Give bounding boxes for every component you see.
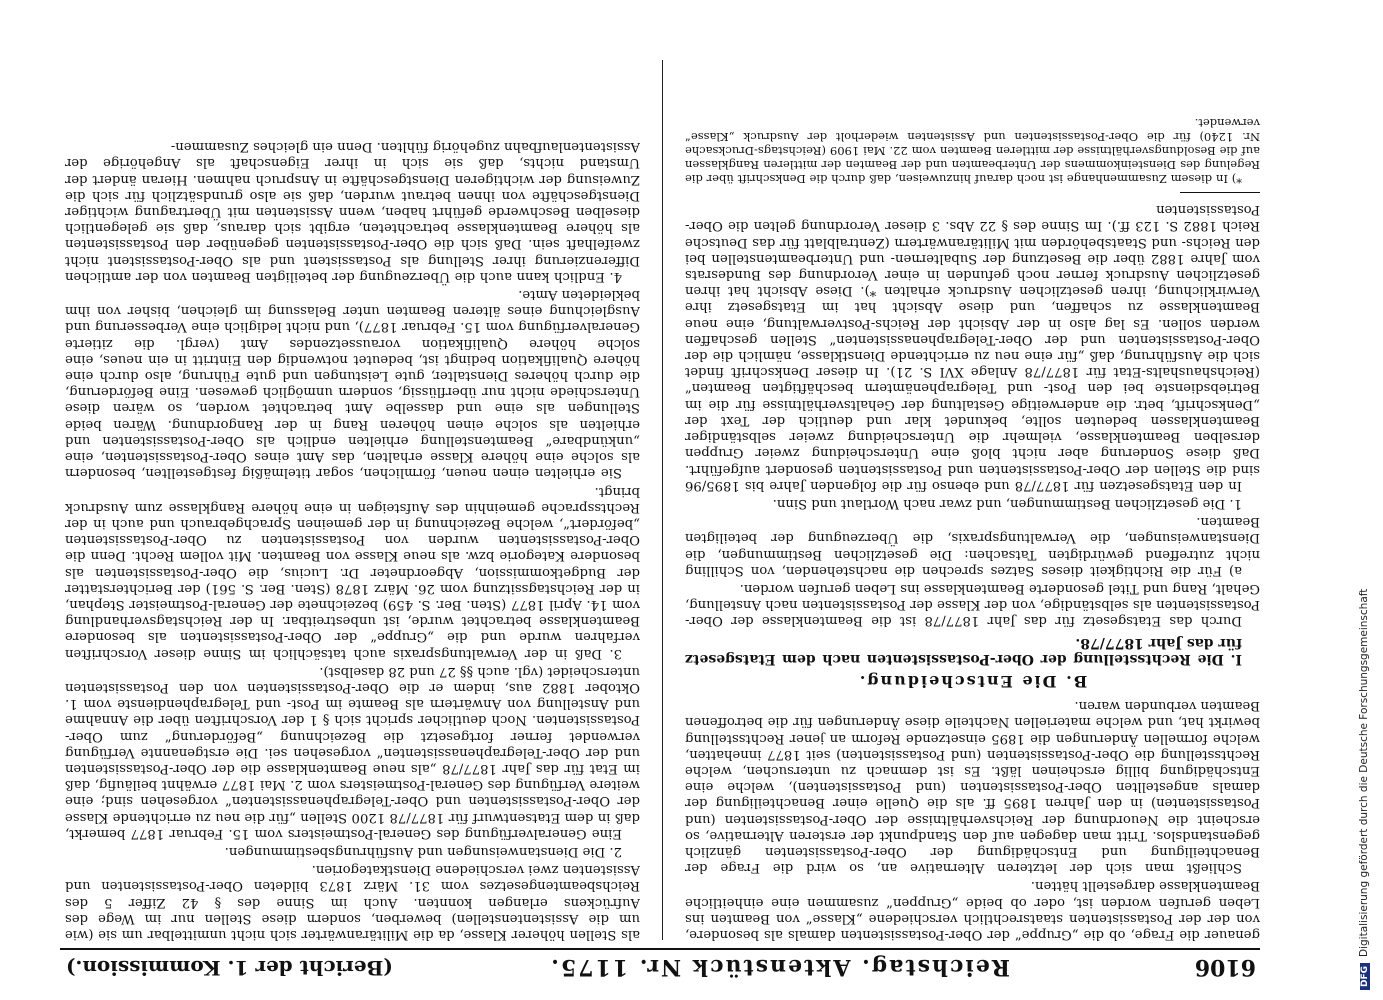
digitization-credit [1358,589,1370,990]
credit-text: Digitalisierung gefördert durch die Deutsche Forschungsgemeinschaft [1358,588,1370,957]
paragraph: 2. Die Dienstanweisungen und Ausführungsbestimmungen. [224,843,622,859]
paragraph: 4. Endlich kann auch die Überzeugung der beteiligten Beamten von der amtlichen Differenzierung ihrer Stellung als Postassistent und als Ober-Postassistent nicht zweifelhaft sein. Daß sich die Ober-Postassistenten gegenüber den Postassistenten als höhere Beamtenklasse betrachteten, ergibt sich daraus, daß sie gelegentlich dieselben Beschwerde geführt haben, wenn Assistenten mit Übertragung wichtiger Dienstgeschäfte von ihnen betraut wurden, daß sie also grundsätzlich für sich die Zuweisung der wichtigeren Dienstgeschäfte in Anspruch nahmen. Hieran ändert der Umstand nichts, daß sie sich in ihrer Eigenschaft als Angehörige der Assistentenlaufbahn zugehörig fühlten. Denn ein gleiches Zusammen- [65,139,640,284]
footnote-rule [1180,192,1260,193]
paragraph: genauer die Frage, ob die „Gruppe“ der Ober-Postassistenten damals als besondere, von der der Postassistenten staatsrechtlich verschiedene „Klasse“ von Beamten ins Leben gerufen worden ist, oder ob beide „Gruppen“ zusammen eine einheitliche Beamtenklasse dargestellt hätten. [685,878,1260,942]
paragraph: Schließt man sich der letzteren Alternative an, so wird die Frage der Benachteiligung und Entschädigung der Ober-Postassistenten gänzlich gegenstandslos. Tritt man dagegen auf den Standpunkt der ersteren Alternative, so erscheint die Neuordnung der Reichsverhältnisse der Ober-Postassistenten (und Postassistenten) in den Jahren 1895 ff. als die Quelle einer Benachteiligung der damals angestellten Ober-Postassistenten (und Postassistenten), welche eine Entschädigung billig erscheinen läßt. Es ist demnach zu untersuchen, welche Rechtsstellung die Ober-Postassistenten (und Postassistenten) seit 1877 innehatten, welche formellen Änderungen die 1895 einsetzende Reform an jener Rechtsstellung bewirkt hat, und welche materiellen Nachteile diese Änderungen für die betroffenen Beamten verbunden waren. [685,698,1260,876]
paragraph: a) Für die Richtigkeit dieses Satzes sprechen die nachstehenden, von Schilling nicht zutreffend gewürdigten Tatsachen: Die gesetzlichen Bestimmungen, die Dienstanweisungen, die Verwaltungspraxis, die Überzeugung der beteiligten Beamten. [685,514,1260,578]
running-title: Reichstag. Aktenstück Nr. 1175. [549,954,1010,980]
footnote: *) In diesem Zusammenhange ist noch darauf hinzuweisen, daß durch die Denkschrift über die Regelung des Diensteinkommens der Unterbeamten und der Beamten der mittleren Rangklassen auf die Besoldungsverhältnisse der mittleren Beamten vom 22. Mai 1909 (Reichstags-Drucksache Nr. 1240) für die Ober-Postassistenten und Assistenten wiederholt der Ausdruck „Klasse“ verwendet. [685,116,1260,187]
page-number: 6106 [1194,954,1256,980]
paragraph: als Stellen höherer Klasse, da die Militäranwärter sich nicht unmittelbar um sie (wie um die Assistentenstellen) bewerben, sondern diese Stellen nur im Wege des Aufrückens erlangen konnten. Auch im Sinne des § 42 Ziffer 5 des Reichsbeamtengesetzes vom 31. März 1873 bildeten Ober-Postassistenten und Assistenten zwei verschiedene Dienstkategorien. [65,862,640,942]
paragraph: Durch das Etatsgesetz für das Jahr 1877/78 ist die Beamtenklasse der Ober-Postassistenten als selbständige, von der Klasse der Postassistenten nach Anstellung, Gehalt, Rang und Titel gesonderte Beamtenklasse ins Leben gerufen worden. [685,580,1260,629]
paragraph: 1. Die gesetzlichen Bestimmungen, und zwar nach Wortlaut und Sinn. [772,495,1242,511]
dfg-logo: DFG [1360,963,1370,990]
paragraph: Sie erhielten einen neuen, förmlichen, sogar titelmäßig festgestellten, besondern als solche eine höhere Klasse erhalten, das Amt eines Ober-Postassistenten, eine „unkündbare“ Beamtenstellung erhielten endlich als Ober-Postassistenten und erhielten als solche einen höheren Rang in der Rangordnung. Wären beide Stellungen als eine und dasselbe Amt betrachtet worden, so wären diese Unterschiede nicht nur überflüssig, sondern unmöglich gewesen. Eine Beförderung, die durch höheres Dienstalter, gute Leistungen und gute Führung, also durch eine höhere Qualifikation bedingt ist, bedeutet notwendig den Eintritt in ein neues, eine solche höhere Qualifikation voraussetzendes Amt (vergl. die zitierte Generalverfügung vom 15. Februar 1877), und nicht lediglich eine Verbesserung und Ausgleichung eines älteren Beamten unter Belassung im gleichen, bisher von ihm bekleideten Amte. [65,287,640,481]
paragraph: Eine Generalverfügung des General-Postmeisters vom 15. Februar 1877 bemerkt, daß in dem Etatsentwurf für 1877/78 1200 Stellen „für die neu zu errichtende Klasse der Ober-Postassistenten und Ober-Telegraphenassistenten“ vorgesehen sind; eine weitere Verfügung des General-Postmeisters vom 2. Mai 1877 erwähnt beiläufig, daß im Etat für das Jahr 1877/78 „als neue Beamtenklasse die der Ober-Postassistenten und der Ober-Telegraphenassistenten“ vorgesehen sei. Die erstgenannte Verfügung verwendet ferner fortgesetzt die Bezeichnung „Beförderung“ zum Ober-Postassistenten. Noch deutlicher spricht sich § 1 der Vorschriften über die Annahme und Anstellung von Anwärtern als Beamte im Post- und Telegraphendienste vom 1. Oktober 1882 aus, indem er die Ober-Postassistenten von den Postassistenten unterscheidet (vgl. auch §§ 27 und 28 daselbst). [65,663,640,841]
column-divider [662,60,663,940]
paragraph: In den Etatsgesetzen für 1877/78 und ebenso für die folgenden Jahre bis 1895/96 sind die Stellen der Ober-Postassistenten und Postassistenten gesondert aufgeführt. Daß diese Sonderung aber nicht bloß eine Unterscheidung zweier Gruppen derselben Beamtenklasse, vielmehr die Unterscheidung zweier selbständiger Beamtenklassen bedeuten sollte, bekundet klar und deutlich der Text der „Denkschrift, betr. die anderweitige Gestaltung der Gehaltsverhältnisse für die im Betriebsdienste bei den Post- und Telegraphenämtern beschäftigten Beamten“ (Reichshaushalts-Etat für 1877/78 Anlage XVI S. 21). In dieser Denkschrift findet sich die Ausführung, daß „für eine neu zu errichtende Dienstklasse, nämlich die der Ober-Postassistenten und der Ober-Telegraphenassistenten“ Stellen geschaffen werden sollen. Es lag also in der Absicht der Reichs-Postverwaltung, eine neue Beamtenklasse zu schaffen, und diese Absicht hat im Etatsgesetz ihre Verwirklichung, ihren gesetzlichen Ausdruck erhalten *). Diese Absicht hat ihren gesetzlichen Ausdruck ferner noch gefunden in einer Verordnung des Bundesrats vom Jahre 1882 über die Besetzung der Subalternen- und Unterbeamtenstellen bei den Reichs- und Staatsbehörden mit Militäranwärtern (Zentralblatt für das Deutsche Reich 1882 S. 123 ff.). Im Sinne des § 22 Abs. 3 dieser Verordnung gelten die Ober-Postassistenten [685,202,1260,493]
running-subtitle: (Bericht der 1. Kommission.) [66,956,393,980]
page-header [60,948,1260,980]
left-column [685,50,1260,942]
section-subheading: I. Die Rechtsstellung der Ober-Postassistenten nach dem Etatsgesetz für das Jahr 1877/78. [685,634,1242,667]
right-column [65,50,640,942]
section-title: B. Die Entscheidung. [857,671,1088,691]
paragraph: 3. Daß in der Verwaltungspraxis auch tatsächlich im Sinne dieser Vorschriften verfahren wurde und die „Gruppe“ der Ober-Postassistenten als besondere Beamtenklasse betrachtet wurde, ist unbestreitbar. In der Reichstagsverhandlung vom 14. April 1877 (Sten. Ber. S. 459) bezeichnete der General-Postmeister Stephan, in der Reichstagssitzung vom 26. März 1878 (Sten. Ber. S. 561) der Berichterstatter der Budgetkommission, Abgeordneter Dr. Lucius, die Ober-Postassistenten als besondere Kategorie bzw. als neue Klasse von Beamten. Mit vollem Recht. Denn die Ober-Postassistenten wurden von Postassistenten zu Ober-Postassistenten „befördert“, welche Bezeichnung in der gemeinen Sprachgebrauch und auch in der Rechtssprache gemeinhin des Aufsteigen in eine höhere Rangklasse zum Ausdruck bringt. [65,483,640,661]
page-body [60,40,1260,980]
